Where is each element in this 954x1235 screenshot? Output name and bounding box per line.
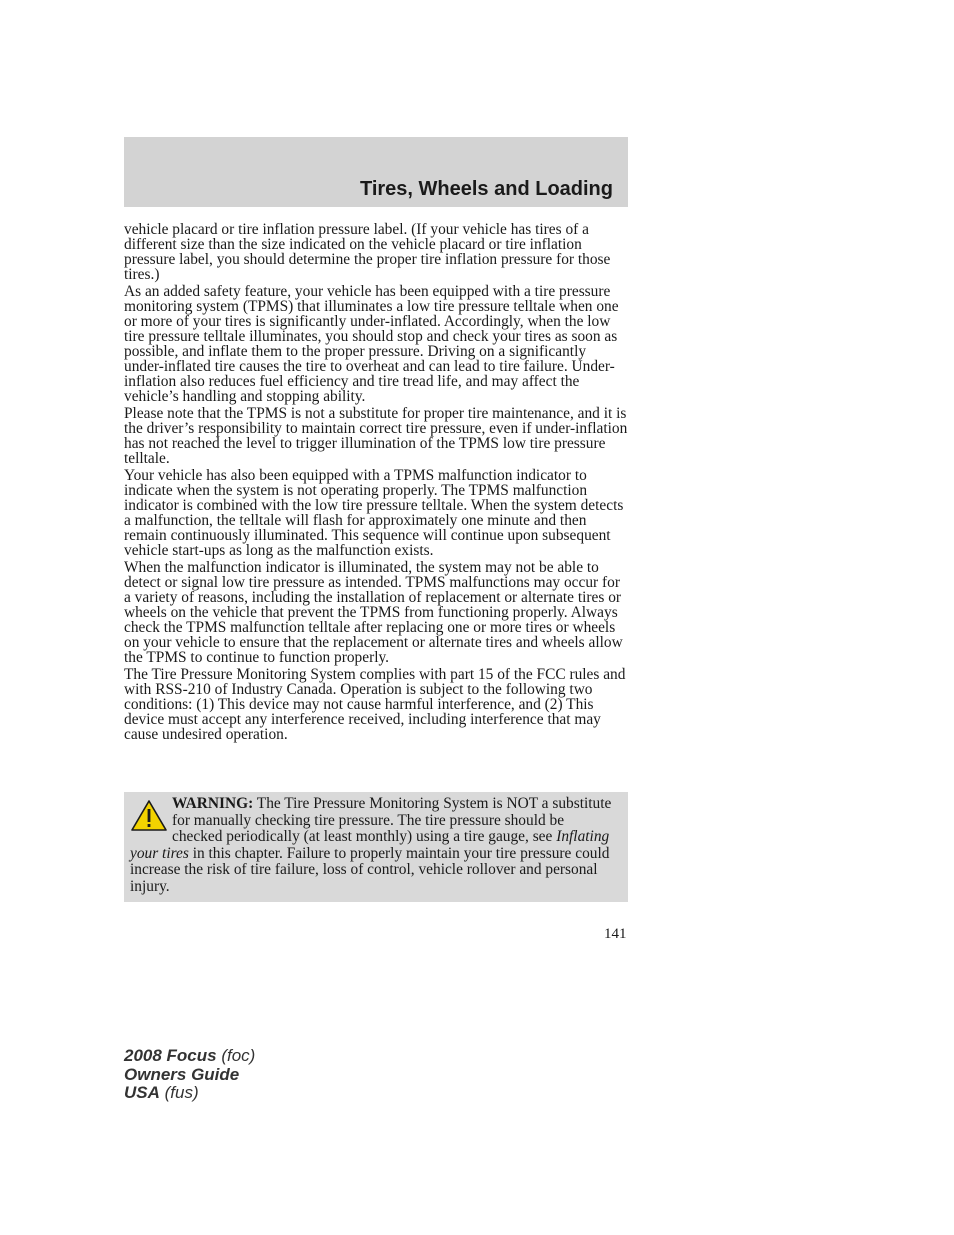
warning-label: WARNING: — [172, 795, 254, 812]
footer-line — [124, 1047, 255, 1066]
body-text — [124, 222, 629, 744]
paragraph: Please note that the TPMS is not a substitute for proper tire maintenance, and it is the driver’s responsibility to maintain correct tire pressure, even if under-inflation has not reached the level to trigger illumination of the TPMS low tire pressure telltale. — [124, 405, 628, 467]
footer — [124, 1047, 255, 1103]
paragraph: Your vehicle has also been equipped with a TPMS malfunction indicator to indicate when the system is not operating properly. The TPMS malfunction indicator is combined with the low tire pressure telltale. When the system detects a malfunction, the telltale will flash for approximately one minute and then remain continuously illuminated. This sequence will continue upon subsequent vehicle start-ups as long as the malfunction exists. — [124, 467, 624, 559]
warning-triangle-icon — [130, 799, 168, 832]
footer-guide: Owners Guide — [124, 1064, 240, 1084]
warning-text: in this chapter. Failure to properly maintain your tire pressure could increase the risk of tire failure, loss of control, vehicle rollover and personal injury. — [130, 844, 610, 895]
warning-text: The Tire Pressure Monitoring System is NOT a substitute for manually checking tire pressure. The tire pressure should be checked periodically (at least monthly) using a tire gauge, see — [172, 795, 612, 845]
footer-market: USA — [124, 1083, 160, 1102]
footer-model-code: (foc) — [216, 1046, 256, 1065]
paragraph: When the malfunction indicator is illuminated, the system may not be able to detect or signal low tire pressure as intended. TPMS malfunctions may occur for a variety of reasons, including the installation of replacement or alternate tires or wheels on the vehicle that prevent the TPMS from functioning properly. Always check the TPMS malfunction telltale after replacing one or more tires or wheels on your vehicle to ensure that the replacement or alternate tires and wheels allow the TPMS to continue to function properly. — [124, 559, 623, 666]
footer-line — [124, 1066, 255, 1085]
footer-market-code: (fus) — [159, 1083, 199, 1102]
footer-model: 2008 Focus — [124, 1046, 217, 1065]
section-title: Tires, Wheels and Loading — [359, 178, 613, 200]
paragraph: As an added safety feature, your vehicle has been equipped with a tire pressure monitoring system (TPMS) that illuminates a low tire pressure telltale when one or more of your tires is significantly under-inflated. Accordingly, when the low tire pressure telltale illuminates, you should stop and check your tires as soon as possible, and inflate them to the proper pressure. Driving on a significantly under-inflated tire causes the tire to overheat and can lead to tire failure. Under-inflation also reduces fuel efficiency and tire tread life, and may affect the vehicle’s handling and stopping ability. — [124, 283, 619, 405]
paragraph: vehicle placard or tire inflation pressure label. (If your vehicle has tires of a different size than the size indicated on the vehicle placard or tire inflation pressure label, you should determine the proper tire inflation pressure for those tires.) — [124, 221, 611, 283]
warning-reference: Inflating your tires — [130, 828, 610, 862]
paragraph: The Tire Pressure Monitoring System complies with part 15 of the FCC rules and with RSS-210 of Industry Canada. Operation is subject to the following two conditions: (1) This device may not cause harmful interference, and (2) This device must accept any interference received, including interference that may cause undesired operation. — [124, 666, 626, 743]
footer-line — [124, 1084, 255, 1103]
warning-box — [124, 792, 628, 902]
page-number: 141 — [604, 926, 627, 942]
section-header — [124, 137, 628, 207]
